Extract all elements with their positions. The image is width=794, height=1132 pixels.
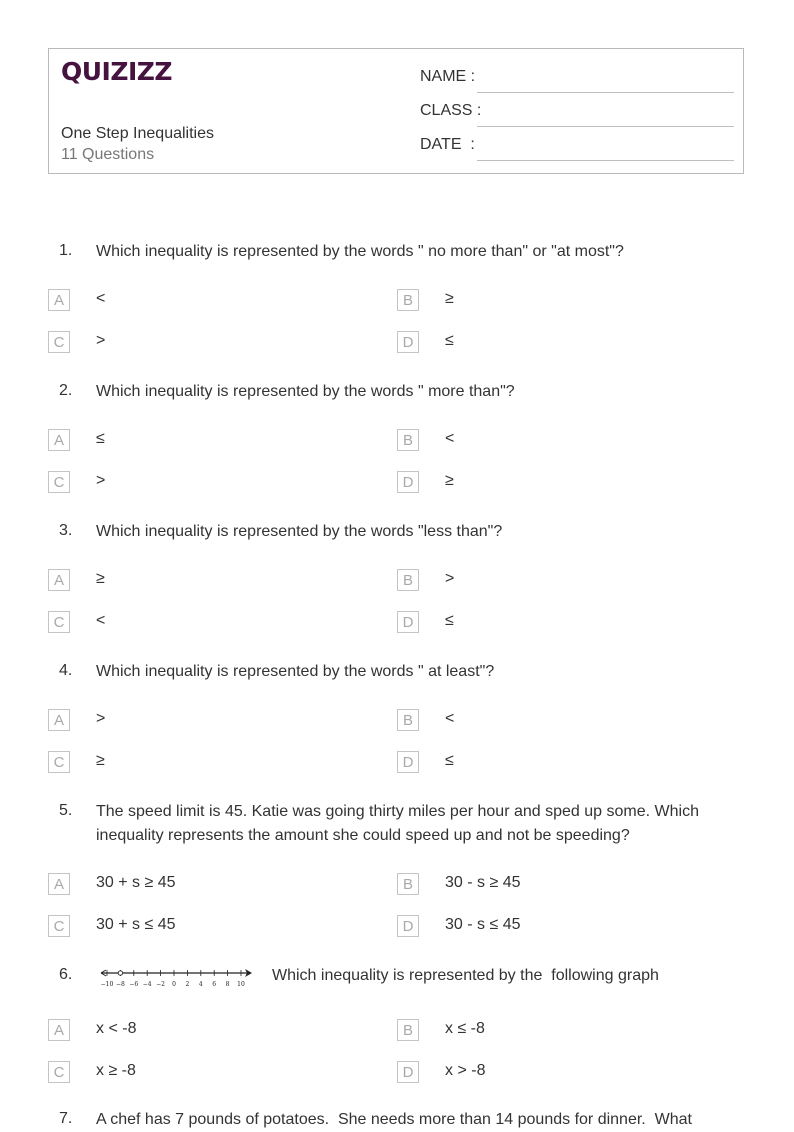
question-text: Which inequality is represented by the words " no more than" or "at most"?	[96, 243, 624, 260]
worksheet-header	[48, 48, 744, 174]
question-number: 2.	[59, 382, 73, 399]
option-letter-box[interactable]: C	[48, 915, 70, 937]
number-line-tick-label: 4	[198, 981, 203, 988]
number-line-graph	[98, 964, 258, 990]
question-number: 3.	[59, 522, 73, 539]
quizizz-logo: QUIZIZZ	[61, 57, 173, 86]
option-text: x < -8	[96, 1020, 137, 1037]
option-text: <	[445, 430, 455, 447]
option-text: ≤	[445, 332, 454, 349]
question-number: 7.	[59, 1110, 73, 1127]
date-label: DATE :	[420, 136, 475, 153]
question-count: 11 Questions	[61, 146, 155, 163]
date-field[interactable]	[420, 133, 734, 161]
option-text: >	[445, 570, 455, 587]
option-text: 30 - s ≤ 45	[445, 916, 521, 933]
option-text: 30 + s ≤ 45	[96, 916, 176, 933]
question-text: The speed limit is 45. Katie was going thirty miles per hour and sped up some. Which inequality represents the amount she could speed up and not be speeding?	[96, 803, 699, 844]
number-line-tick-label: 0	[172, 981, 176, 988]
option-letter-box[interactable]: D	[397, 471, 419, 493]
option-letter-box[interactable]: A	[48, 429, 70, 451]
option-letter-box[interactable]: B	[397, 429, 419, 451]
question-text: Which inequality is represented by the words "less than"?	[96, 523, 503, 540]
option-text: <	[445, 710, 455, 727]
date-line	[477, 160, 734, 161]
option-text: >	[96, 472, 106, 489]
worksheet-title: One Step Inequalities	[61, 125, 214, 142]
option-text: 30 - s ≥ 45	[445, 874, 521, 891]
option-text: x ≥ -8	[96, 1062, 136, 1079]
option-text: ≤	[96, 430, 105, 447]
number-line-open-circle	[118, 971, 122, 975]
number-line-tick-label: 10	[237, 981, 245, 988]
option-text: ≥	[96, 570, 105, 587]
question-text: Which inequality is represented by the following graph	[272, 967, 659, 984]
name-line	[477, 92, 734, 93]
option-letter-box[interactable]: A	[48, 289, 70, 311]
option-text: ≤	[445, 612, 454, 629]
option-letter-box[interactable]: C	[48, 611, 70, 633]
option-letter-box[interactable]: B	[397, 709, 419, 731]
option-letter-box[interactable]: C	[48, 1061, 70, 1083]
option-text: x ≤ -8	[445, 1020, 485, 1037]
option-text: ≤	[445, 752, 454, 769]
number-line-tick-label: −2	[156, 981, 166, 988]
question-number: 5.	[59, 802, 73, 819]
class-line	[477, 126, 734, 127]
option-letter-box[interactable]: A	[48, 709, 70, 731]
question-number: 1.	[59, 242, 73, 259]
number-line-tick-label: −6	[129, 981, 139, 988]
option-letter-box[interactable]: A	[48, 1019, 70, 1041]
option-text: <	[96, 612, 106, 629]
option-text: 30 + s ≥ 45	[96, 874, 176, 891]
option-letter-box[interactable]: B	[397, 569, 419, 591]
name-label: NAME :	[420, 68, 476, 85]
option-letter-box[interactable]: C	[48, 331, 70, 353]
question-text: Which inequality is represented by the words " more than"?	[96, 383, 515, 400]
question-number: 4.	[59, 662, 73, 679]
class-label: CLASS :	[420, 102, 482, 119]
number-line-tick-label: −10	[100, 981, 114, 988]
question-number: 6.	[59, 966, 73, 983]
number-line-tick-label: −8	[115, 981, 125, 988]
option-letter-box[interactable]: D	[397, 1061, 419, 1083]
option-text: <	[96, 290, 106, 307]
option-text: x > -8	[445, 1062, 486, 1079]
question-text: Which inequality is represented by the words " at least"?	[96, 663, 495, 680]
class-field[interactable]	[420, 99, 734, 127]
number-line-tick-label: 2	[185, 981, 190, 988]
option-letter-box[interactable]: C	[48, 471, 70, 493]
option-letter-box[interactable]: D	[397, 915, 419, 937]
number-line-tick-label: −4	[142, 981, 152, 988]
option-letter-box[interactable]: B	[397, 1019, 419, 1041]
option-letter-box[interactable]: D	[397, 611, 419, 633]
number-line-tick-label: 6	[212, 981, 217, 988]
option-letter-box[interactable]: D	[397, 751, 419, 773]
option-letter-box[interactable]: B	[397, 873, 419, 895]
option-text: ≥	[445, 472, 454, 489]
option-letter-box[interactable]: B	[397, 289, 419, 311]
option-letter-box[interactable]: D	[397, 331, 419, 353]
option-letter-box[interactable]: A	[48, 873, 70, 895]
option-text: ≥	[96, 752, 105, 769]
option-letter-box[interactable]: A	[48, 569, 70, 591]
number-line-tick-label: 8	[225, 981, 230, 988]
option-text: >	[96, 332, 106, 349]
option-text: ≥	[445, 290, 454, 307]
option-text: >	[96, 710, 106, 727]
name-field[interactable]	[420, 65, 734, 93]
option-letter-box[interactable]: C	[48, 751, 70, 773]
question-text: A chef has 7 pounds of potatoes. She needs more than 14 pounds for dinner. What	[96, 1111, 692, 1128]
